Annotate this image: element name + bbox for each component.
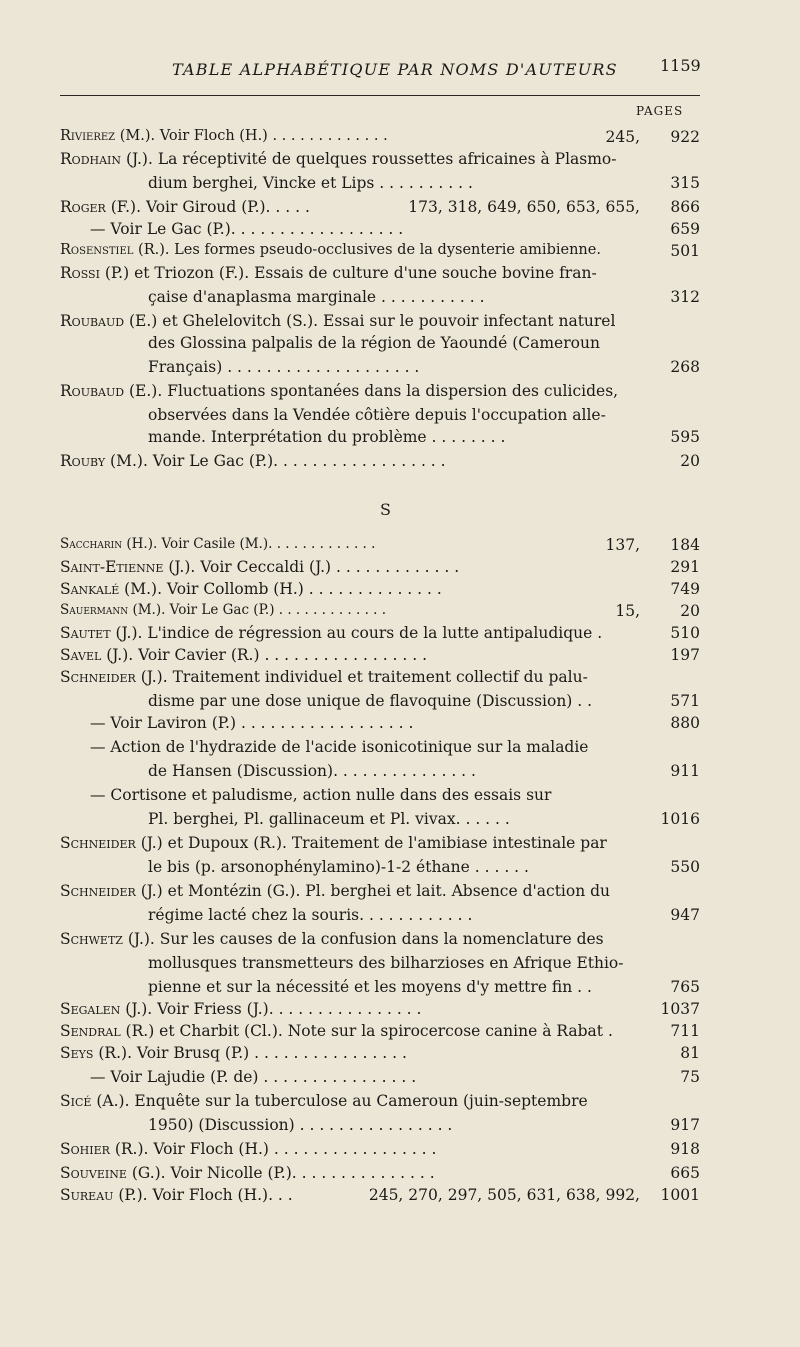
- page-number-ref: 315: [670, 174, 700, 192]
- entry-text: [60, 1140, 436, 1158]
- entry-title: le bis (p. arsonophénylamino)-1-2 éthane . . . . . .: [148, 858, 529, 876]
- entry-title: (E.) et Ghelelovitch (S.). Essai sur le pouvoir infectant naturel: [124, 312, 616, 330]
- entry-text: [148, 288, 485, 306]
- author-name: Schneider: [60, 668, 136, 686]
- entry-text: [148, 334, 600, 352]
- entry-text: [60, 580, 442, 598]
- index-line: [60, 882, 700, 904]
- entry-text: [148, 954, 624, 972]
- entry-title: — Voir Le Gac (P.). . . . . . . . . . . . . . . . . .: [90, 220, 404, 238]
- page-number-ref: 711: [670, 1022, 700, 1040]
- index-line: [60, 1022, 700, 1044]
- page-number-ref: 866: [670, 198, 700, 216]
- page-number-ref: 765: [670, 978, 700, 996]
- entry-text: [148, 762, 476, 780]
- entry-title: (R.). Les formes pseudo-occlusives de la dysenterie amibienne.: [133, 242, 601, 258]
- entry-text: [60, 646, 427, 664]
- entry-title: (P.). Voir Floch (H.). . .: [113, 1186, 293, 1204]
- author-name: Rivierez: [60, 128, 116, 144]
- entry-text: [60, 382, 618, 400]
- entry-text: [60, 1022, 613, 1040]
- entry-text: [148, 428, 505, 446]
- index-line: [60, 358, 700, 380]
- index-line: [60, 646, 700, 668]
- entry-title: (M.). Voir Le Gac (P.). . . . . . . . . . . . . . . . . .: [105, 452, 446, 470]
- entry-title: pienne et sur la nécessité et les moyens d'y mettre fin . .: [148, 978, 592, 996]
- author-name: Schneider: [60, 834, 136, 852]
- entry-title: — Cortisone et paludisme, action nulle dans des essais sur: [90, 786, 552, 804]
- author-name: Schneider: [60, 882, 136, 900]
- entry-text: [60, 558, 459, 576]
- entry-text: [148, 858, 529, 876]
- page-number-ref: 911: [670, 762, 700, 780]
- entry-text: [60, 128, 388, 144]
- author-name: Sendral: [60, 1022, 121, 1040]
- index-line: [60, 580, 700, 602]
- entry-text: [60, 536, 375, 552]
- entry-title: dium berghei, Vincke et Lips . . . . . . . . . .: [148, 174, 473, 192]
- index-line: [60, 762, 700, 784]
- page-number-ref: 922: [670, 128, 700, 146]
- entry-text: [60, 1000, 421, 1018]
- entry-text: [148, 174, 473, 192]
- index-line: [60, 174, 700, 196]
- page-number-ref: 1037: [660, 1000, 700, 1018]
- entry-title: (J.). Sur les causes de la confusion dans la nomenclature des: [122, 930, 604, 948]
- index-line: [60, 1164, 700, 1186]
- page-references: 15,: [615, 602, 640, 620]
- entry-text: [60, 668, 588, 686]
- entry-title: (F.). Voir Giroud (P.). . . . .: [105, 198, 310, 216]
- author-name: Roubaud: [60, 312, 125, 330]
- author-name: Sohier: [60, 1140, 110, 1158]
- index-line: [60, 602, 700, 624]
- entry-title: (J.) et Dupoux (R.). Traitement de l'amibiase intestinale par: [135, 834, 607, 852]
- entry-title: (J.). Traitement individuel et traitement collectif du palu-: [135, 668, 588, 686]
- entry-title: (P.) et Triozon (F.). Essais de culture d'une souche bovine fran-: [99, 264, 597, 282]
- entry-title: (H.). Voir Casile (M.). . . . . . . . . . . . .: [122, 536, 376, 552]
- page-number-ref: 75: [680, 1068, 700, 1086]
- author-name: Sankalé: [60, 580, 120, 598]
- page-number-ref: 550: [670, 858, 700, 876]
- page-number-ref: 947: [670, 906, 700, 924]
- entry-text: [60, 834, 607, 852]
- entry-title: Français) . . . . . . . . . . . . . . . . . . . .: [148, 358, 420, 376]
- running-title: TABLE ALPHABÉTIQUE PAR NOMS D'AUTEURS: [172, 60, 618, 79]
- entry-title: Pl. berghei, Pl. gallinaceum et Pl. vivax. . . . . .: [148, 810, 510, 828]
- entry-title: (R.). Voir Floch (H.) . . . . . . . . . . . . . . . . .: [109, 1140, 437, 1158]
- author-name: Rossi: [60, 264, 100, 282]
- index-line: [60, 536, 700, 558]
- index-line: [60, 714, 700, 736]
- page-number-ref: 659: [670, 220, 700, 238]
- author-name: Souveine: [60, 1164, 127, 1182]
- entry-text: [60, 930, 604, 948]
- author-name: Roubaud: [60, 382, 125, 400]
- page-number-ref: 291: [670, 558, 700, 576]
- page-number-ref: 880: [670, 714, 700, 732]
- index-line: [60, 1000, 700, 1022]
- entry-text: [60, 1092, 588, 1110]
- page-references: 173, 318, 649, 650, 653, 655,: [408, 198, 640, 216]
- index-line: [60, 624, 700, 646]
- author-name: Sicé: [60, 1092, 92, 1110]
- entry-title: régime lacté chez la souris. . . . . . . . . . . .: [148, 906, 473, 924]
- entry-title: (M.). Voir Le Gac (P.) . . . . . . . . . . . . .: [128, 602, 387, 618]
- entry-text: [60, 602, 386, 618]
- author-name: Sauermann: [60, 602, 129, 618]
- index-line: [60, 150, 700, 172]
- entry-text: [60, 452, 446, 470]
- entry-title: (J.). Voir Ceccaldi (J.) . . . . . . . . . . . . .: [163, 558, 460, 576]
- author-name: Sureau: [60, 1186, 114, 1204]
- entry-text: [148, 978, 592, 996]
- index-line: [60, 312, 700, 334]
- page-number-ref: 184: [670, 536, 700, 554]
- page-number-ref: 20: [680, 602, 700, 620]
- page-references: 245, 270, 297, 505, 631, 638, 992,: [368, 1186, 640, 1204]
- entry-text: [60, 624, 602, 642]
- entry-text: [60, 242, 601, 258]
- index-line: [60, 978, 700, 1000]
- author-name: Segalen: [60, 1000, 121, 1018]
- entry-text: [90, 738, 588, 756]
- entry-text: [148, 692, 592, 710]
- entry-title: de Hansen (Discussion). . . . . . . . . . . . . . .: [148, 762, 476, 780]
- section-letter: S: [380, 500, 391, 519]
- entry-text: [60, 1186, 293, 1204]
- page-number-ref: 197: [670, 646, 700, 664]
- pages-column-label: PAGES: [636, 104, 684, 118]
- entry-title: 1950) (Discussion) . . . . . . . . . . . . . . . .: [148, 1116, 453, 1134]
- index-line: [60, 1044, 700, 1066]
- index-line: [60, 128, 700, 150]
- page-references: 245,: [605, 128, 640, 146]
- index-line: [60, 954, 700, 976]
- entry-title: des Glossina palpalis de la région de Yaoundé (Cameroun: [148, 334, 600, 352]
- author-name: Rouby: [60, 452, 106, 470]
- author-name: Saccharin: [60, 536, 123, 552]
- index-line: [60, 786, 700, 808]
- entry-title: (J.) et Montézin (G.). Pl. berghei et lait. Absence d'action du: [135, 882, 611, 900]
- index-line: [60, 1140, 700, 1162]
- page-number-ref: 571: [670, 692, 700, 710]
- entry-text: [90, 220, 403, 238]
- entry-title: (J.). L'indice de régression au cours de la lutte antipaludique .: [110, 624, 603, 642]
- entry-title: — Voir Lajudie (P. de) . . . . . . . . . . . . . . . .: [90, 1068, 417, 1086]
- entry-text: [90, 714, 413, 732]
- entry-title: çaise d'anaplasma marginale . . . . . . . . . . .: [148, 288, 485, 306]
- page-number-ref: 1016: [660, 810, 700, 828]
- entry-text: [148, 358, 419, 376]
- index-line: [60, 692, 700, 714]
- index-line: [60, 428, 700, 450]
- author-name: Seys: [60, 1044, 94, 1062]
- entry-title: mande. Interprétation du problème . . . . . . . .: [148, 428, 506, 446]
- index-line: [60, 558, 700, 580]
- entry-text: [60, 882, 610, 900]
- page-number-ref: 595: [670, 428, 700, 446]
- page-number-ref: 510: [670, 624, 700, 642]
- index-line: [60, 1116, 700, 1138]
- entry-title: (E.). Fluctuations spontanées dans la dispersion des culicides,: [124, 382, 619, 400]
- entry-title: (A.). Enquête sur la tuberculose au Cameroun (juin-septembre: [91, 1092, 588, 1110]
- entry-title: (J.). La réceptivité de quelques roussettes africaines à Plasmo-: [121, 150, 617, 168]
- entry-title: (J.). Voir Friess (J.). . . . . . . . . . . . . . . .: [120, 1000, 422, 1018]
- header-rule: [60, 95, 700, 96]
- entry-title: disme par une dose unique de flavoquine (Discussion) . .: [148, 692, 593, 710]
- author-name: Roger: [60, 198, 106, 216]
- entry-text: [60, 264, 597, 282]
- entry-text: [60, 1044, 407, 1062]
- page-number-ref: 918: [670, 1140, 700, 1158]
- index-line: [60, 406, 700, 428]
- page-number-ref: 1001: [660, 1186, 700, 1204]
- index-line: [60, 1186, 700, 1208]
- author-name: Schwetz: [60, 930, 123, 948]
- index-line: [60, 738, 700, 760]
- entry-text: [90, 786, 551, 804]
- author-name: Savel: [60, 646, 102, 664]
- entry-text: [60, 312, 615, 330]
- page-number-ref: 917: [670, 1116, 700, 1134]
- author-name: Rodhain: [60, 150, 122, 168]
- entry-title: — Action de l'hydrazide de l'acide isonicotinique sur la maladie: [90, 738, 589, 756]
- index-line: [60, 452, 700, 474]
- page-number-ref: 81: [680, 1044, 700, 1062]
- index-line: [60, 930, 700, 952]
- entry-title: (R.) et Charbit (Cl.). Note sur la spirocercose canine à Rabat .: [120, 1022, 613, 1040]
- index-line: [60, 334, 700, 356]
- entry-title: (J.). Voir Cavier (R.) . . . . . . . . . . . . . . . . .: [101, 646, 428, 664]
- index-line: [60, 1092, 700, 1114]
- index-line: [60, 906, 700, 928]
- index-line: [60, 264, 700, 286]
- entry-title: (M.). Voir Floch (H.) . . . . . . . . . . . . .: [115, 128, 388, 144]
- index-line: [60, 668, 700, 690]
- entry-text: [60, 1164, 435, 1182]
- entry-title: (R.). Voir Brusq (P.) . . . . . . . . . . . . . . . .: [93, 1044, 407, 1062]
- entry-title: (M.). Voir Collomb (H.) . . . . . . . . . . . . . .: [119, 580, 442, 598]
- entry-title: mollusques transmetteurs des bilharzioses en Afrique Ethio-: [148, 954, 624, 972]
- entry-text: [60, 198, 310, 216]
- index-line: [60, 220, 700, 242]
- index-line: [60, 1068, 700, 1090]
- entry-text: [148, 810, 510, 828]
- page-number: 1159: [660, 56, 701, 75]
- index-line: [60, 834, 700, 856]
- index-line: [60, 382, 700, 404]
- entry-text: [60, 150, 617, 168]
- author-name: Rosenstiel: [60, 242, 134, 258]
- page-number-ref: 749: [670, 580, 700, 598]
- index-line: [60, 288, 700, 310]
- index-line: [60, 198, 700, 220]
- page-number-ref: 501: [670, 242, 700, 260]
- page-header: [172, 56, 712, 90]
- page-number-ref: 20: [680, 452, 700, 470]
- page-number-ref: 268: [670, 358, 700, 376]
- index-line: [60, 242, 700, 264]
- entry-text: [90, 1068, 416, 1086]
- entry-text: [148, 406, 606, 424]
- entry-title: (G.). Voir Nicolle (P.). . . . . . . . . . . . . . .: [126, 1164, 435, 1182]
- index-line: [60, 810, 700, 832]
- entry-text: [148, 906, 472, 924]
- entry-title: — Voir Laviron (P.) . . . . . . . . . . . . . . . . . .: [90, 714, 414, 732]
- author-name: Saint-Etienne: [60, 558, 164, 576]
- page-number-ref: 665: [670, 1164, 700, 1182]
- index-line: [60, 858, 700, 880]
- entry-text: [148, 1116, 452, 1134]
- page-number-ref: 312: [670, 288, 700, 306]
- entry-title: observées dans la Vendée côtière depuis l'occupation alle-: [148, 406, 606, 424]
- author-name: Sautet: [60, 624, 111, 642]
- page-references: 137,: [605, 536, 640, 554]
